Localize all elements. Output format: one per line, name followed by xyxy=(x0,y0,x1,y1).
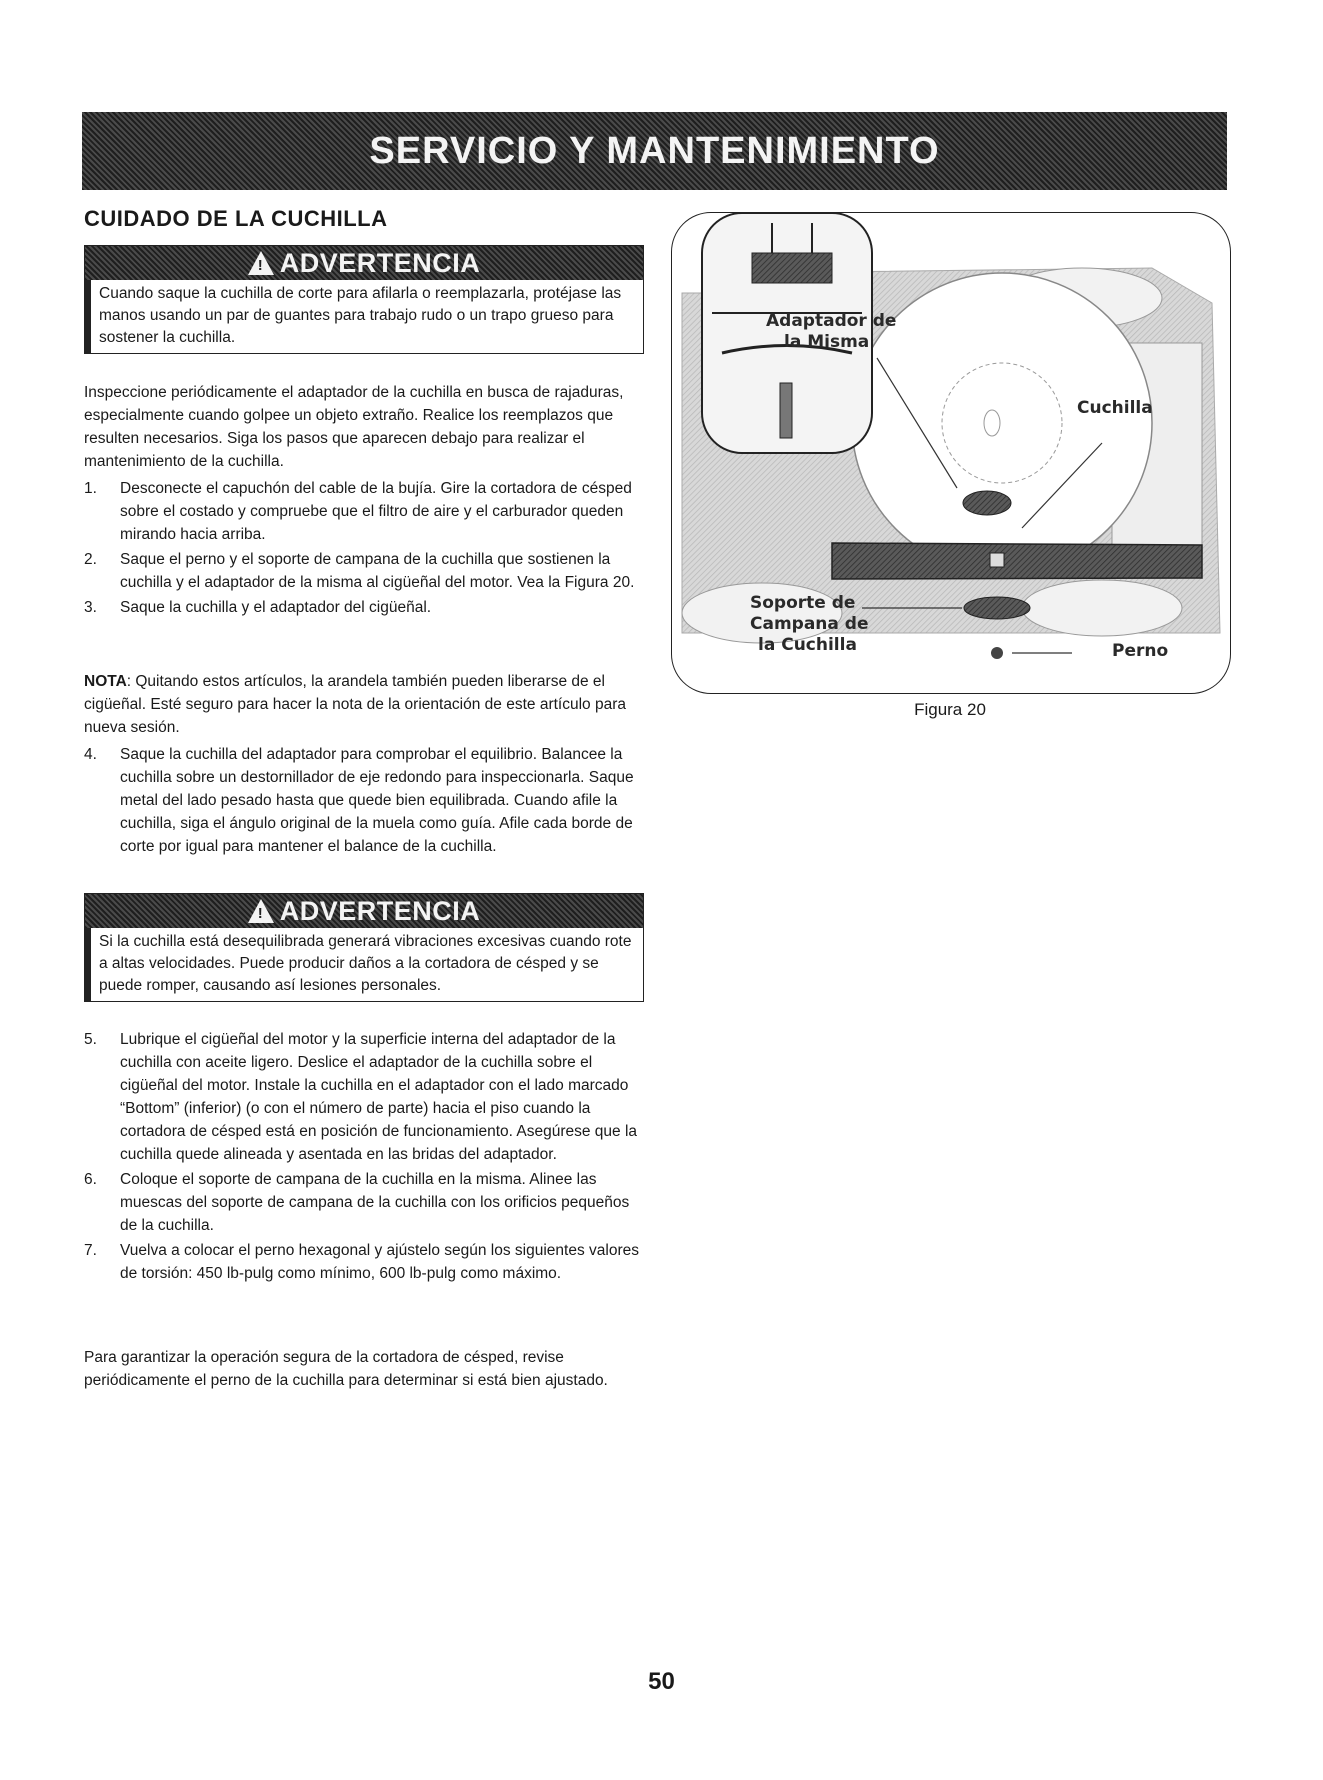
page-header-banner xyxy=(82,112,1227,190)
step-text: Desconecte el capuchón del cable de la bujía. Gire la cortadora de césped sobre el costado y compruebe que el filtro de aire y el carburador queden mirando hacia arriba. xyxy=(120,480,632,543)
label-adapter: Adaptador de la Misma xyxy=(766,311,897,352)
warning-header-2 xyxy=(85,894,643,928)
step-number: 5. xyxy=(84,1031,97,1048)
blade-bolt xyxy=(991,647,1003,659)
step-number: 4. xyxy=(84,746,97,763)
step-number: 2. xyxy=(84,551,97,568)
warning-box-2 xyxy=(84,893,644,1002)
step-item xyxy=(84,1239,644,1285)
figure-caption: Figura 20 xyxy=(914,700,986,719)
page-header-title: SERVICIO Y MANTENIMIENTO xyxy=(369,129,940,172)
step-text: Coloque el soporte de campana de la cuchilla en la misma. Alinee las muescas del soporte de campana de la cuchilla con los orificios pequeños de la cuchilla. xyxy=(120,1171,630,1234)
step-item xyxy=(84,548,644,594)
note-paragraph xyxy=(84,670,644,739)
step-item xyxy=(84,1168,644,1237)
warning-triangle-icon xyxy=(248,251,274,275)
step-text: Saque la cuchilla y el adaptador del cigüeñal. xyxy=(120,599,432,616)
step-text: Saque el perno y el soporte de campana de la cuchilla que sostienen la cuchilla y el adaptador de la misma al cigüeñal del motor. Vea la Figura 20. xyxy=(120,551,635,591)
label-blade: Cuchilla xyxy=(1077,398,1153,418)
note-text: : Quitando estos artículos, la arandela también pueden liberarse de el cigüeñal. Esté seguro para hacer la nota de la orientación de este artículo para nueva sesión. xyxy=(84,673,626,736)
warning-triangle-icon xyxy=(248,899,274,923)
section-title: CUIDADO DE LA CUCHILLA xyxy=(84,206,388,231)
warning-text-2: Si la cuchilla está desequilibrada generará vibraciones excesivas cuando rote a altas velocidades. Puede producir daños a la cortadora de césped y se puede romper, causando así lesiones personales. xyxy=(85,928,643,1001)
blade xyxy=(832,543,1202,579)
warning-title-1: ADVERTENCIA xyxy=(279,247,481,278)
step-item xyxy=(84,1028,644,1166)
intro-paragraph: Inspeccione periódicamente el adaptador de la cuchilla en busca de rajaduras, especialmente cuando golpee un objeto extraño. Realice los reemplazos que resulten necesarios. Siga los pasos que aparecen debajo para realizar el mantenimiento de la cuchilla. xyxy=(84,384,624,470)
inset-adapter xyxy=(752,253,832,283)
label-bell-support: Soporte de Campana de la Cuchilla xyxy=(750,593,869,655)
blade-center-hole xyxy=(990,553,1004,567)
inset-bolt xyxy=(780,383,792,438)
warning-header-1 xyxy=(85,246,643,280)
figure-20-frame xyxy=(671,212,1231,694)
step-number: 7. xyxy=(84,1242,97,1259)
steps-list-b xyxy=(84,743,644,860)
steps-list-c xyxy=(84,1028,644,1287)
page-number: 50 xyxy=(648,1668,675,1695)
step-item xyxy=(84,743,644,858)
blade-adapter xyxy=(963,491,1011,515)
rear-wheel-lower xyxy=(1022,580,1182,636)
step-text: Lubrique el cigüeñal del motor y la superficie interna del adaptador de la cuchilla con aceite ligero. Deslice el adaptador de la cuchilla sobre el cigüeñal del motor. Instale la cuchilla en el adaptador con el lado marcado “Bottom” (inferior) (o con el número de parte) hacia el piso cuando la cortadora de césped está en posición de funcionamiento. Asegúrese que la cuchilla quede alineada y asentada en las bridas del adaptador. xyxy=(120,1031,638,1163)
warning-title-2: ADVERTENCIA xyxy=(279,895,481,926)
blade-bell-support xyxy=(964,597,1030,619)
step-number: 3. xyxy=(84,599,97,616)
note-label: NOTA xyxy=(84,673,127,690)
step-item xyxy=(84,596,644,619)
label-bolt: Perno xyxy=(1112,641,1169,661)
step-text: Vuelva a colocar el perno hexagonal y ajústelo según los siguientes valores de torsión: 450 lb-pulg como mínimo, 600 lb-pulg como máximo. xyxy=(120,1242,640,1282)
steps-list-a xyxy=(84,477,644,621)
step-text: Saque la cuchilla del adaptador para comprobar el equilibrio. Balancee la cuchilla sobre un destornillador de eje redondo para inspeccionarla. Saque metal del lado pesado hasta que quede bien equilibrada. Cuando afile la cuchilla, siga el ángulo original de la muela como guía. Afile cada borde de corte por igual para mantener el balance de la cuchilla. xyxy=(120,746,634,855)
crankshaft-area xyxy=(942,363,1062,483)
step-number: 6. xyxy=(84,1171,97,1188)
step-number: 1. xyxy=(84,480,97,497)
warning-text-1: Cuando saque la cuchilla de corte para afilarla o reemplazarla, protéjase las manos usando un par de guantes para trabajo rudo o un trapo grueso para sostener la cuchilla. xyxy=(85,280,643,353)
closing-paragraph: Para garantizar la operación segura de la cortadora de césped, revise periódicamente el perno de la cuchilla para determinar si está bien ajustado. xyxy=(84,1349,608,1389)
step-item xyxy=(84,477,644,546)
warning-box-1 xyxy=(84,245,644,354)
crankshaft xyxy=(984,410,1000,436)
